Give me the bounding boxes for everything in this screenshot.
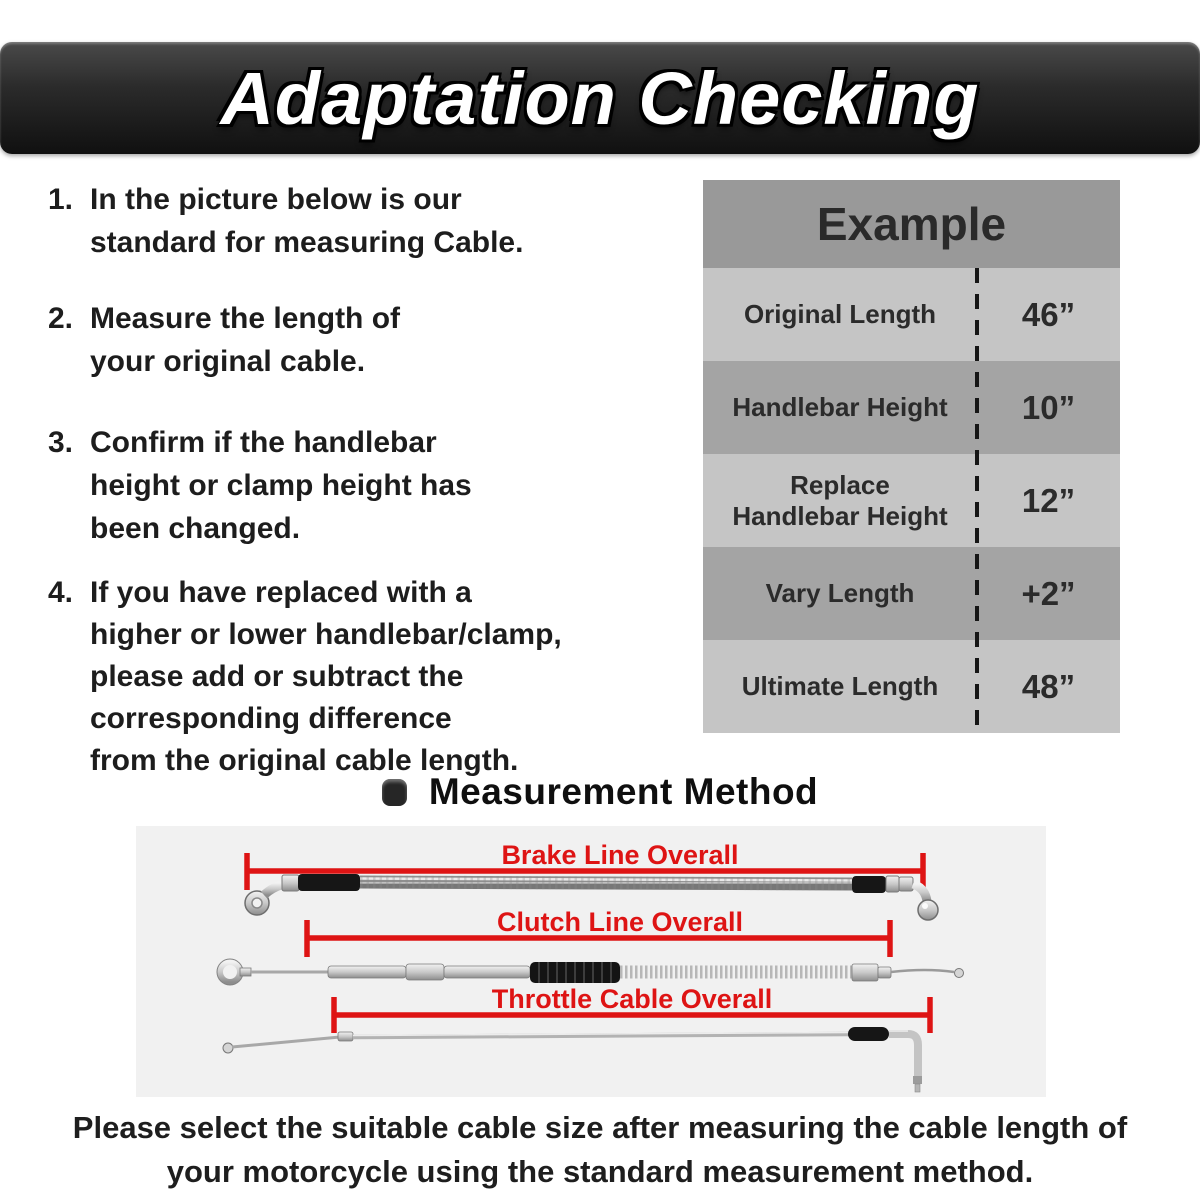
instruction-line: higher or lower handlebar/clamp,	[90, 618, 562, 651]
footer-line: Please select the suitable cable size after measuring the cable length of	[72, 1110, 1128, 1145]
instruction-number: 3.	[48, 426, 74, 459]
instruction-line: your original cable.	[90, 345, 366, 378]
instruction-number: 4.	[48, 576, 74, 609]
instruction-line: Confirm if the handlebar	[90, 426, 437, 459]
throttle-cable-label: Throttle Cable Overall	[491, 984, 773, 1014]
table-row-replace-handlebar-height	[703, 454, 1120, 547]
row-label	[703, 392, 977, 423]
clutch-dimension-line	[307, 907, 890, 957]
row-label-line: Handlebar Height	[732, 500, 948, 531]
instruction-text	[90, 421, 472, 550]
instruction-line: Measure the length of	[90, 302, 401, 335]
instruction-line: standard for measuring Cable.	[90, 226, 524, 259]
instruction-item-3	[48, 421, 668, 550]
bullet-square-icon	[382, 779, 407, 806]
row-label	[703, 578, 977, 609]
clutch-line-label: Clutch Line Overall	[496, 907, 744, 937]
row-value: 48”	[1021, 667, 1076, 705]
instruction-line: In the picture below is our	[90, 183, 462, 216]
row-label-line: Original Length	[743, 299, 937, 329]
throttle-dimension-line	[334, 984, 930, 1033]
instruction-item-4	[48, 572, 668, 782]
instruction-line: please add or subtract the	[90, 660, 464, 693]
title-banner	[0, 42, 1200, 154]
measurement-method-heading	[0, 770, 1200, 814]
instruction-number: 1.	[48, 183, 74, 216]
row-label-line: Vary Length	[765, 578, 915, 608]
table-dashed-divider	[975, 268, 979, 733]
table-row-original-length	[703, 268, 1120, 361]
instruction-text	[90, 178, 523, 264]
instruction-line: from the original cable length.	[90, 744, 519, 777]
brake-line-label: Brake Line Overall	[501, 840, 739, 870]
table-row-vary-length	[703, 547, 1120, 640]
instruction-line: corresponding difference	[90, 702, 452, 735]
clutch-line-illustration	[217, 959, 964, 985]
instruction-line: height or clamp height has	[90, 469, 472, 502]
instruction-text	[90, 572, 562, 782]
row-label	[703, 671, 977, 702]
cable-diagram	[136, 826, 1046, 1097]
instruction-line: been changed.	[90, 512, 301, 545]
instruction-line: If you have replaced with a	[90, 576, 472, 609]
row-value: 12”	[1021, 481, 1076, 519]
measurement-diagram-panel	[136, 826, 1046, 1097]
throttle-cable-illustration	[223, 1027, 922, 1092]
row-label	[703, 470, 977, 532]
row-label-line: Replace	[790, 469, 890, 500]
page-title: Adaptation Checking	[220, 56, 980, 140]
example-table	[703, 180, 1120, 733]
row-value: 46”	[1021, 295, 1076, 333]
footer-line: your motorcycle using the standard measurement method.	[166, 1154, 1034, 1189]
row-value: +2”	[1021, 574, 1076, 612]
row-label	[703, 299, 977, 330]
table-title: Example	[703, 180, 1120, 268]
instruction-number: 2.	[48, 302, 74, 335]
row-label-line: Ultimate Length	[741, 671, 939, 701]
footer-note	[0, 1106, 1200, 1194]
table-row-handlebar-height	[703, 361, 1120, 454]
instruction-text	[90, 297, 400, 383]
row-label-line: Handlebar Height	[732, 392, 948, 422]
section-title: Measurement Method	[428, 771, 819, 812]
row-value: 10”	[1021, 388, 1076, 426]
table-row-ultimate-length	[703, 640, 1120, 733]
instruction-item-2	[48, 297, 668, 383]
instruction-item-1	[48, 178, 668, 264]
